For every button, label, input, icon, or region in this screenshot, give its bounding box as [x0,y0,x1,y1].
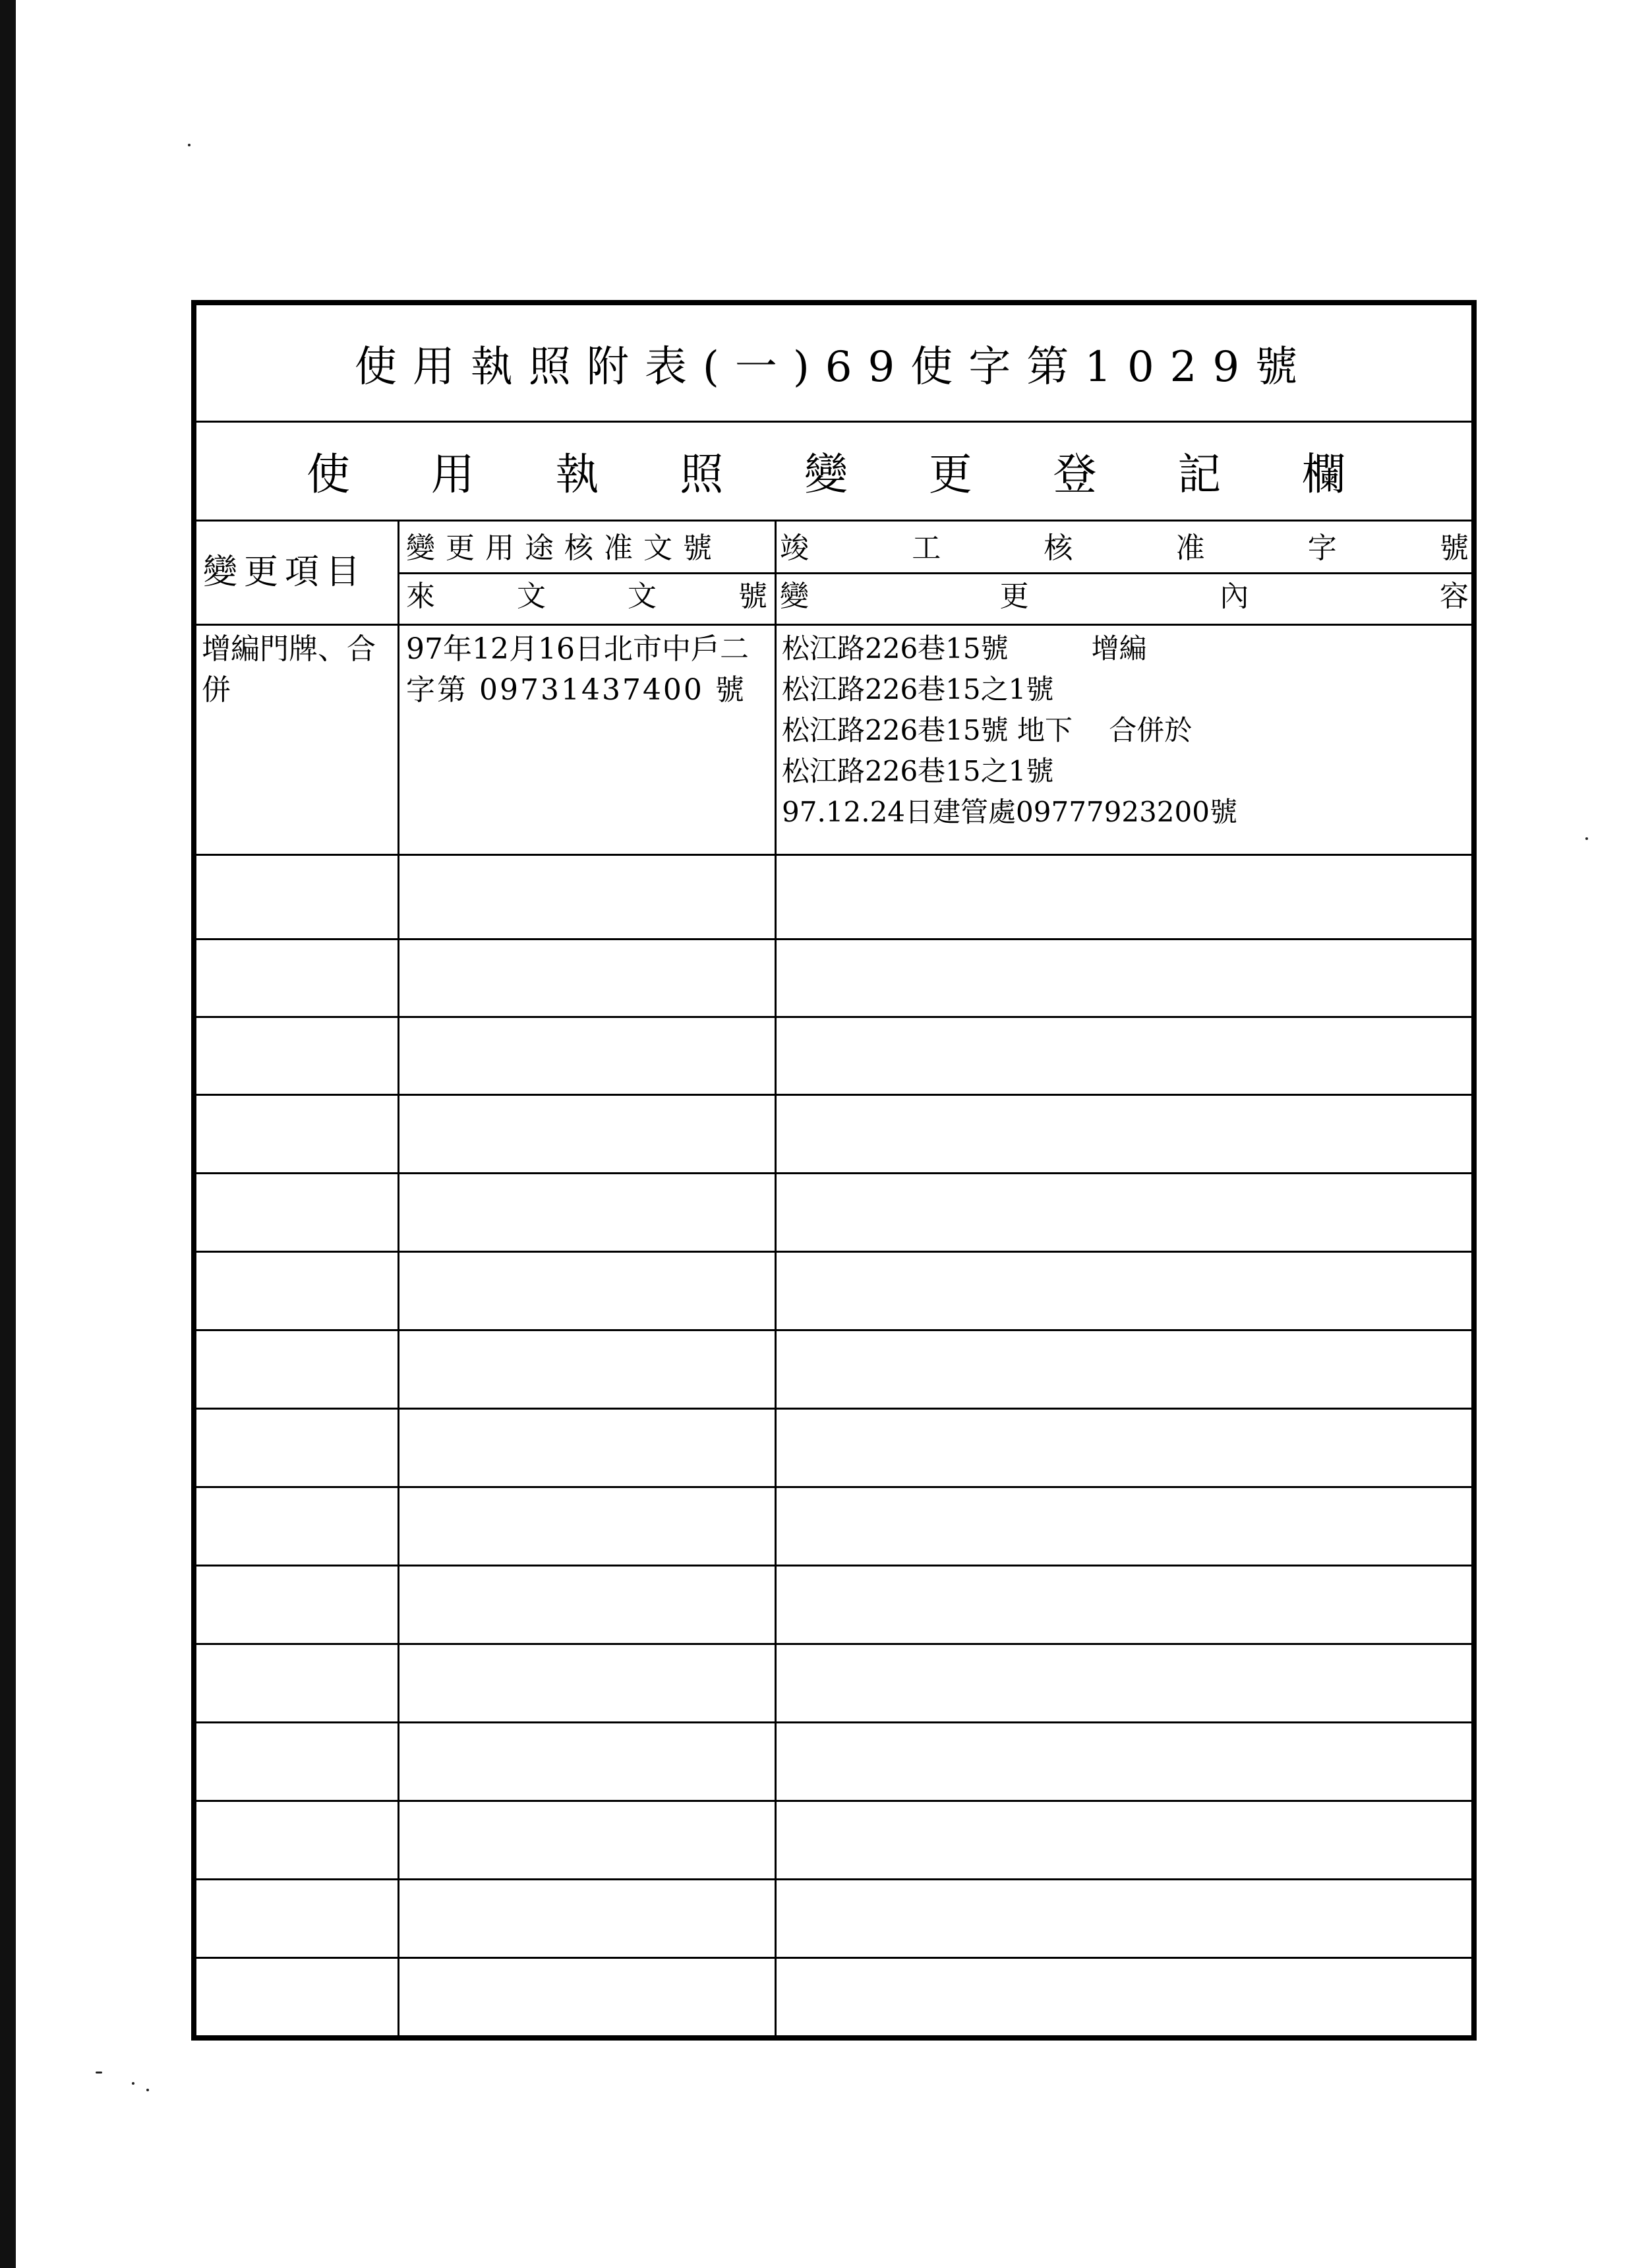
row-divider [196,854,1471,856]
row-divider [196,1329,1471,1331]
row1-content-line: 松江路226巷15號 增編 [782,632,1147,665]
row1-item-line2: 併 [202,673,231,707]
header-char: 更 [999,580,1029,613]
header-change-item: 變更項目 [203,552,367,592]
row1-doc-line1: 97年12月16日北市中戶二 [406,632,749,666]
header-char: 號 [738,580,767,613]
row-divider [196,1486,1471,1488]
row-divider [196,1721,1471,1723]
row-divider [196,1094,1471,1096]
header-char: 容 [1439,580,1469,613]
row-divider [196,1408,1471,1410]
header-char: 文 [628,580,657,613]
header-change-content [780,576,1469,618]
row1-content-line: 松江路226巷15之1號 [782,755,1054,787]
section-title-char: 用 [430,448,490,500]
change-registration-table [191,300,1477,2041]
form-title: 使用執照附表(一)69使字第1029號 [354,342,1314,392]
header-completion-no [780,527,1469,570]
scan-speck [146,2089,149,2091]
scan-edge-bar [0,0,16,2268]
row1-doc-line2: 字第 09731437400 號 [406,673,746,707]
row-divider [196,1251,1471,1253]
row1-content-line: 松江路226巷15號 地下 合併於 [782,714,1193,746]
row-divider [196,1565,1471,1567]
header-char: 號 [1439,531,1469,565]
section-title-char: 更 [928,448,988,500]
section-title-char: 記 [1177,448,1237,500]
scan-speck [188,144,191,146]
divider [196,520,1471,522]
section-title-char: 欄 [1302,448,1361,500]
scan-speck [96,2072,102,2074]
header-char: 核 [1044,531,1073,565]
column-line [775,520,777,2035]
header-split-line [398,572,1471,574]
row-divider [196,1957,1471,1959]
section-title-char: 執 [555,448,615,500]
row-divider [196,938,1471,940]
row-divider [196,1878,1471,1880]
row-divider [196,1643,1471,1645]
section-title [196,421,1471,520]
row1-content-line: 松江路226巷15之1號 [782,673,1054,705]
header-char: 工 [912,531,941,565]
row1-item-line1: 增編門牌、合 [202,632,376,666]
header-char: 文 [517,580,546,613]
row1-content-line: 97.12.24日建管處09777923200號 [782,796,1237,828]
scan-speck [132,2082,134,2085]
header-char: 竣 [780,531,809,565]
header-approval-doc-no: 變更用途核准文號 [406,531,722,565]
section-title-char: 使 [307,448,366,500]
row-divider [196,1016,1471,1018]
column-line [398,520,399,2035]
header-incoming-doc-no [406,576,767,618]
section-title-char: 登 [1053,448,1113,500]
scan-speck [1585,837,1588,840]
section-title-char: 變 [804,448,864,500]
row-divider [196,1800,1471,1802]
header-char: 准 [1175,531,1205,565]
section-title-char: 照 [680,448,740,500]
header-char: 內 [1220,580,1249,613]
row-divider [196,1172,1471,1174]
header-char: 字 [1307,531,1337,565]
header-char: 變 [780,580,809,613]
header-char: 來 [406,580,435,613]
divider [196,624,1471,626]
